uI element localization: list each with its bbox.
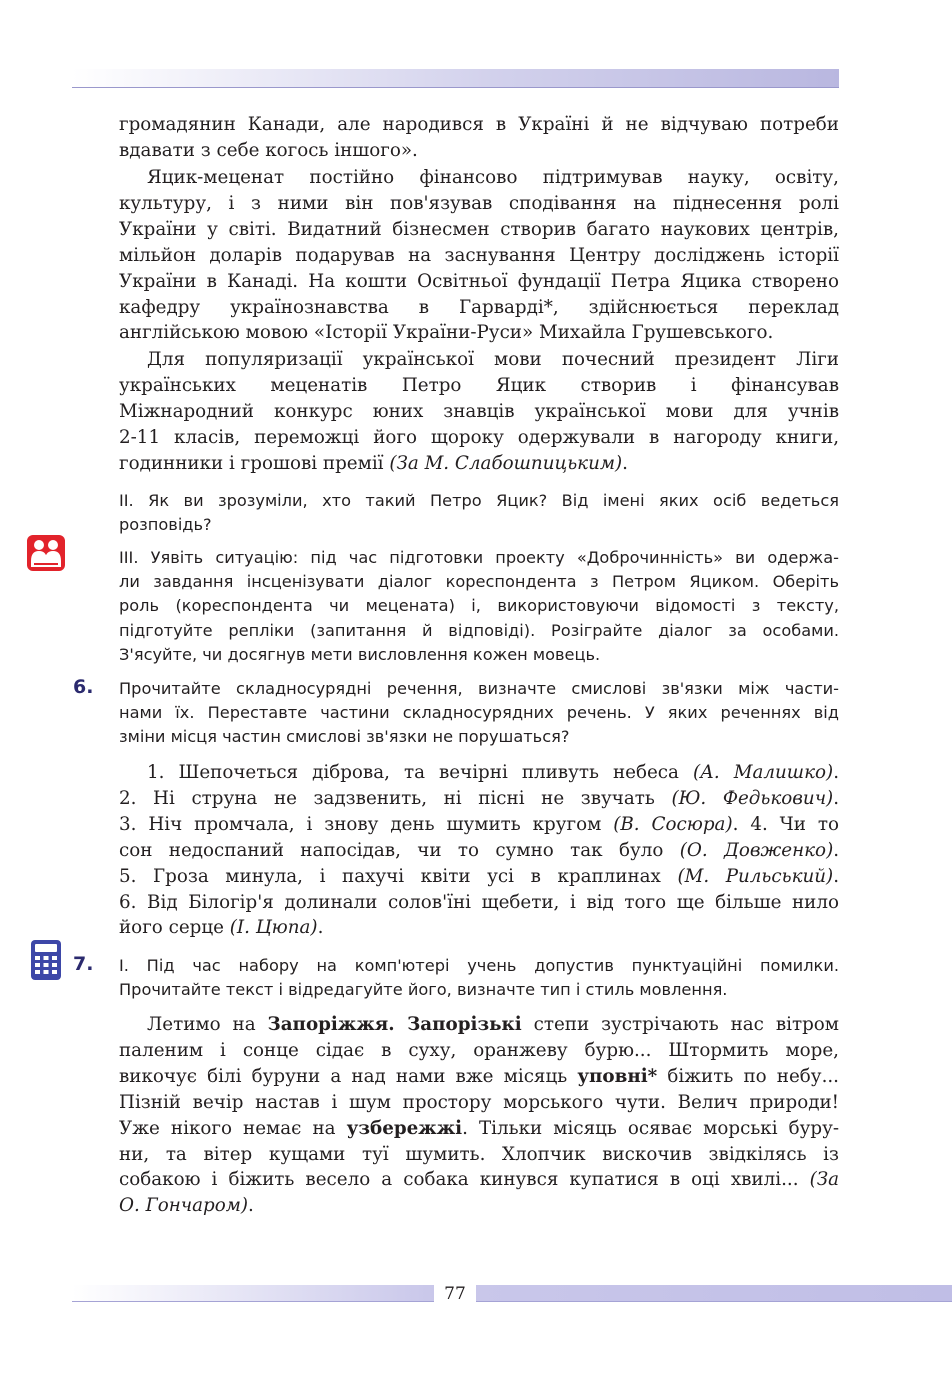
paragraph-patronage: Яцик-меценат постійно фінансово підтримував науку, освіту, культуру, і з ними він пов'язував сподівання на піднесення ролі України у світі. Видатний бізнесмен створив багато наукових центрів, мільйон доларів подарував на заснування Центру досліджень історії України в Канаді. На кошти Освітньої фундації Петра Яцика створено кафедру українознавства в Гарварді*, здійснюється переклад англійською мовою «Історії України-Руси» Михайла Грушевського. (119, 167, 839, 344)
exercise-6-sentences: 1. Шепочеться діброва, та вечірні пливуть небеса (А. Малишко). 2. Ні струна не задзвенить, ні пісні не звучать (Ю. Федькович). 3. Ніч промчала, і знову день шумить кругом (В. Сосюра). 4. Чи то сон недоспаний напосідав, чи то сумно так було (О. Довженко). 5. Гроза минула, і пахучі квіти усі в краплинах (М. Рильський). 6. Від Білогір'я долинали солов'їні щебети, і від того ще більше нило його серце (І. Цюпа). (119, 762, 840, 939)
footer-decor-bar-right (476, 1285, 952, 1302)
header-decor-bar (72, 69, 839, 88)
page-number: 77 (444, 1284, 466, 1304)
paragraph-contest: Для популяризації української мови почесний президент Ліги українських меценатів Петро Яцик створив і фінансував Міжнародний конкурс юних знавців української мови для учнів 2-11 класів, переможці його щороку одержували в нагороду книги, годинники і грошові премії (За М. Слабошпицьким). (119, 349, 839, 474)
exercise-7-text: Летимо на Запоріжжя. Запорізькі степи зустрічають нас вітром паленим і сонце сідає в суху, оранжеву бурю... Штормить море, викочує білі буруни а над нами вже місяць уповні* біжить по небу... Пізній вечір настав і шум простору морського чути. Велич природи! Уже нікого немає на узбережжі. Тільки місяць осяває морські буру- ни, та вітер кущами туї шумить. Хлопчик вискочив звідкілясь із собакою і біжить весело а собака кинувся купатися в оці хвилі... (За О. Гончаром). (119, 1014, 840, 1217)
group-work-icon (26, 534, 66, 572)
calculator-icon (30, 939, 62, 981)
exercise-7-instruction: І. Під час набору на комп'ютері учень допустив пунктуаційні помилки. Прочитайте текст і відредагуйте його, визначте тип і стиль мовлення. (119, 956, 839, 1000)
exercise-number-7: 7. (73, 953, 94, 975)
source-citation: (За М. Слабошпицьким) (389, 452, 623, 474)
task-iii: III. Уявіть ситуацію: під час підготовки проекту «Доброчинність» ви одержа- ли завдання інсценізувати діалог кореспондента з Петром Яциком. Оберіть роль (кореспондента чи мецената) і, використовуючи відомості з тексту, підготуйте репліки (запитання й відповіді). Розіграйте діалог за особами. З'ясуйте, чи досягнув мети висловлення кожен мовець. (119, 548, 839, 664)
exercise-6-instruction: Прочитайте складносурядні речення, визначте смислові зв'язки між части- нами їх. Переставте частини складносурядних речень. У яких реченнях від зміни місця частин смислові зв'язки не порушаться? (119, 679, 839, 747)
paragraph-continuation: громадянин Канади, але народився в Україні й не відчуваю потреби вдавати з себе когось іншого». (119, 114, 839, 161)
task-ii: II. Як ви зрозуміли, хто такий Петро Яцик? Від імені яких осіб ведеться розповідь? (119, 491, 839, 535)
exercise-number-6: 6. (73, 676, 94, 698)
footer-decor-bar-left (72, 1285, 434, 1302)
